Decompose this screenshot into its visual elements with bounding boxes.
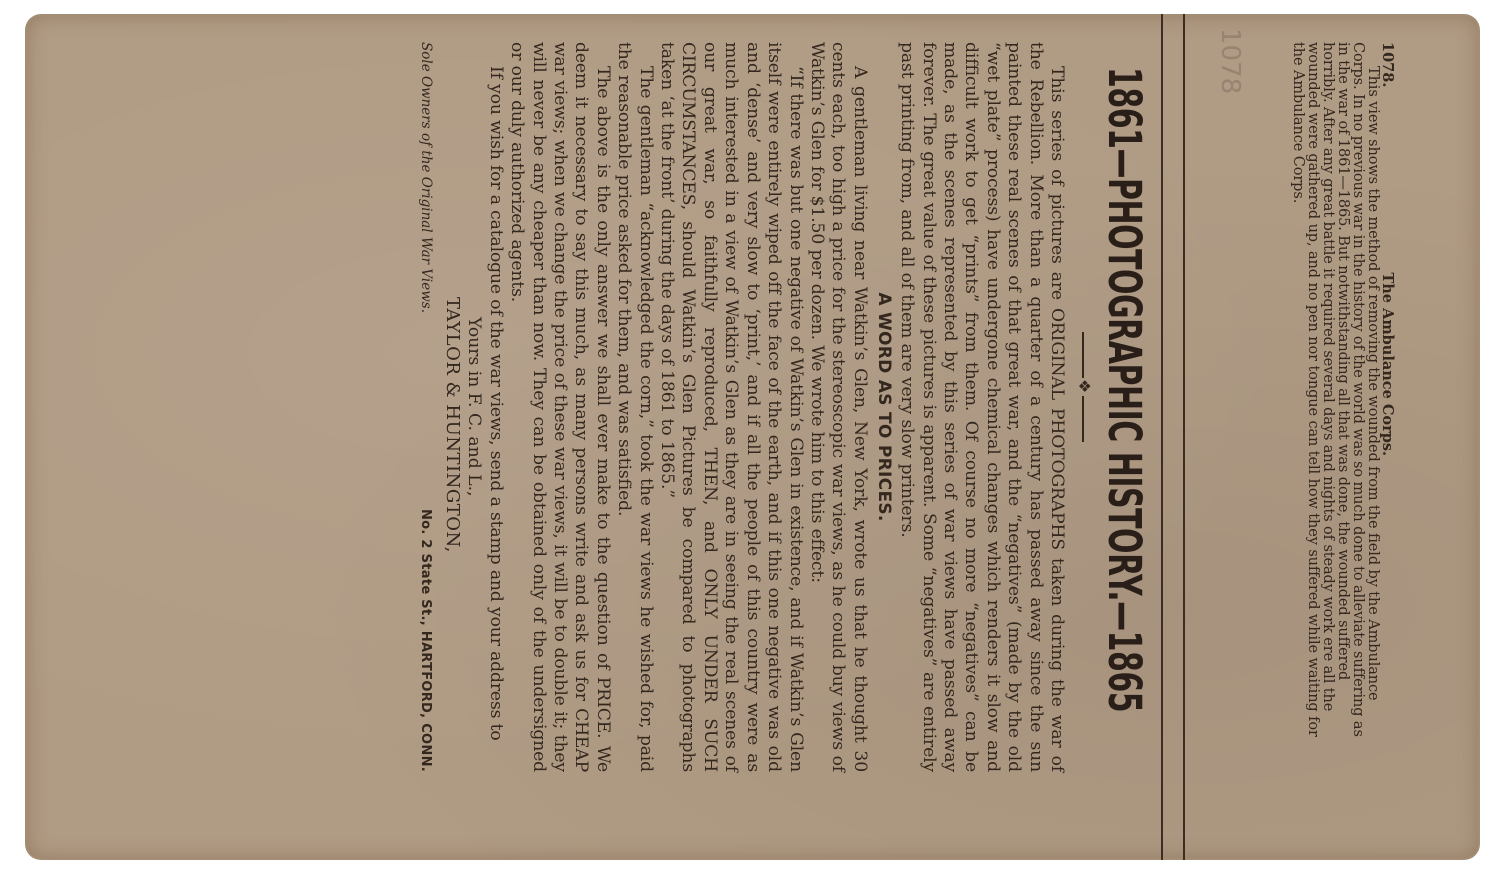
paragraph-4: The above is the only answer we shall ever make to the question of PRICE. We deem it necessary to say this much, as many persons write and ask us for CHEAP war views; when we change the price of these war views, it will be to double it; they will never be any cheaper than now. They can be obtained only of the undersigned or our duly authorized agents. — [507, 42, 613, 772]
section-heading: A WORD AS TO PRICES. — [873, 292, 894, 522]
pencil-mark: 1078 — [1215, 28, 1245, 95]
company-name: TAYLOR & HUNTINGTON, — [442, 297, 464, 553]
ornament-icon: ❖ — [1075, 378, 1094, 394]
closing-line: Yours in F. C. and L., — [464, 317, 485, 497]
paragraph-3: The gentleman “acknowledged the corn,” took the war views he wished for, paid the reasonable price asked for them, and was satisfied. — [614, 42, 656, 772]
footer-owners: Sole Owners of the Original War Views. — [417, 42, 434, 314]
caption-panel — [1255, 42, 1395, 742]
footer-address: No. 2 State St., HARTFORD, CONN. — [417, 508, 433, 772]
page-title: 1861—PHOTOGRAPHIC HISTORY.—1865 — [1097, 67, 1150, 713]
divider-line-left — [1161, 14, 1163, 860]
view-description: This view shows the method of removing the wounded from the field by the Ambulance Corps. In no previous war in the history of the world was so much done to alleviate suffering as in the war of 1861—1865. But notwithstanding all that was done, the wounded suffered horribly. After any great battle it required several days and nights of steady work ere all the wounded were gathered up, and no pen nor tongue can tell how they suffered while waiting for the Ambulance Corps. — [1290, 42, 1381, 737]
main-text-panel — [40, 42, 1150, 772]
divider-line-right — [1183, 14, 1185, 860]
paragraph-2: “If there was but one negative of Watkin’s Glen in existence, and if Watkin’s Glen itself were entirely wiped off the face of the earth, and if this one negative was old and ‘dense’ and very slow to ‘print,’ and if all the people of this country were as much interested in a view of Watkin’s Glen as they are in seeing the real scenes of our great war, so faithfully reproduced, THEN, and ONLY UNDER SUCH CIRCUMSTANCES, should Watkin’s Glen Pictures be compared to photographs taken ‘at the front’ during the days of 1861 to 1865.” — [657, 42, 806, 772]
ornament-divider — [1071, 332, 1095, 442]
footer — [418, 42, 434, 772]
view-title: The Ambulance Corps. — [1379, 272, 1396, 457]
paragraph-1: A gentleman living near Watkin’s Glen, New York, wrote us that he thought 30 cents each, too high a price for the stereoscopic war views, as he could buy views of Watkin’s Glen for $1.50 per dozen. We wrote him to this effect: — [806, 42, 870, 772]
intro-paragraph: This series of pictures are ORIGINAL PHOTOGRAPHS taken during the war of the Rebellion. More than a quarter of a century has passed away since the sun painted these real scenes of that great war, and the “negatives” (made by the old “wet plate” process) have undergone chemical changes which renders it slow and difficult work to get “prints” from them. Of course no more “negatives” can be made, as the scenes represented by this series of war views have passed away forever. The great value of these pictures is apparent. Some “negatives” are entirely past printing from, and all of them are very slow printers. — [897, 42, 1067, 772]
view-number: 1078. — [1379, 42, 1396, 88]
paragraph-5: If you wish for a catalogue of the war views, send a stamp and your address to — [485, 66, 506, 741]
